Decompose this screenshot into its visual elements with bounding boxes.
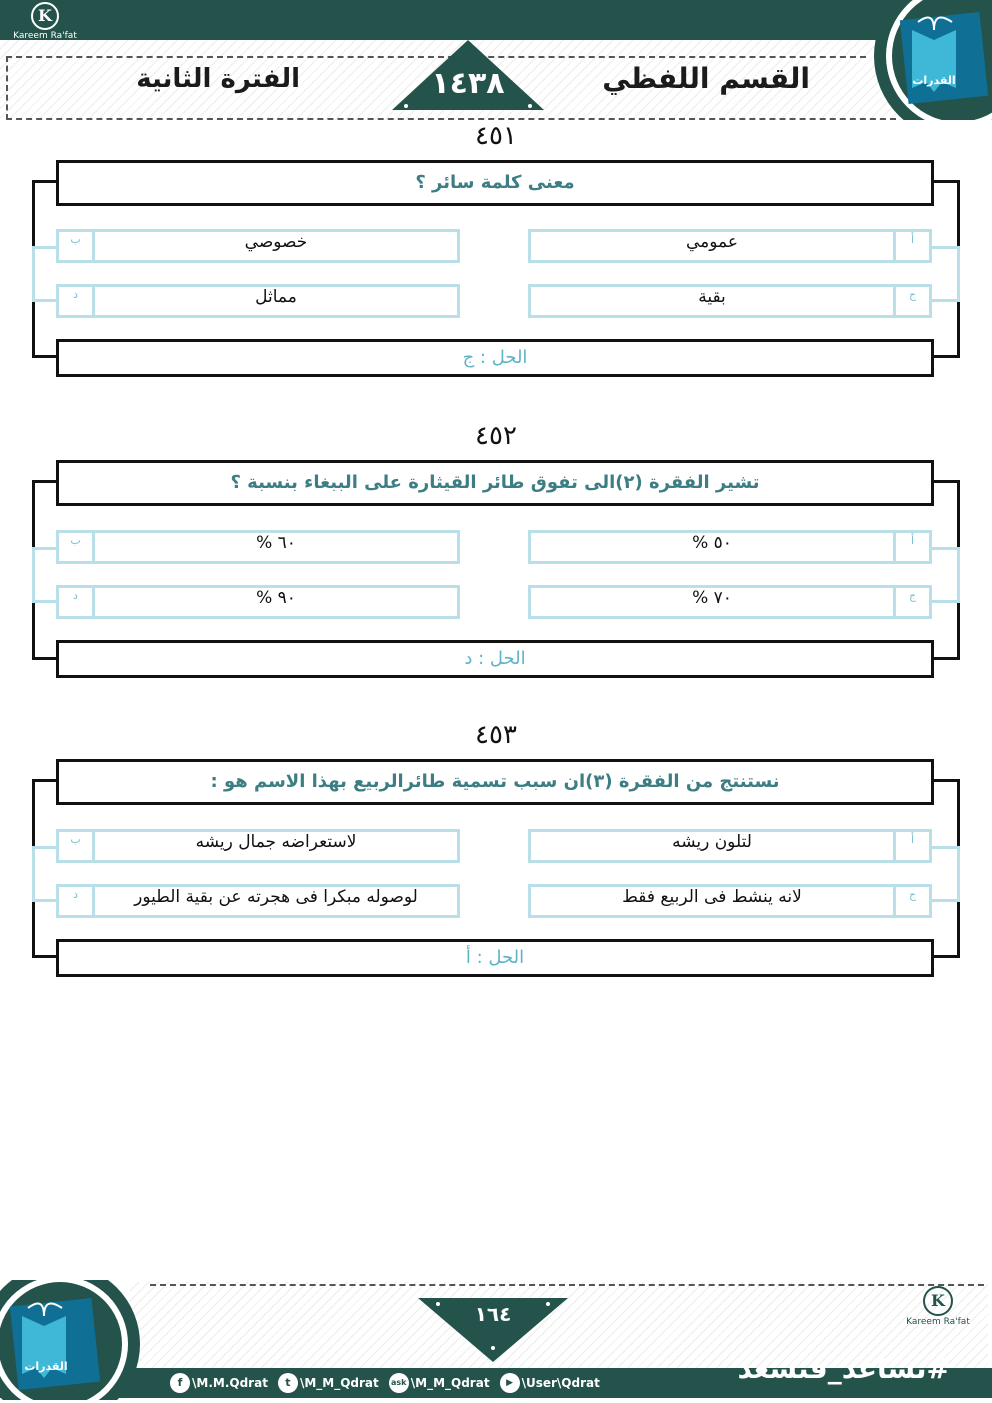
option-d[interactable] xyxy=(56,585,460,619)
option-d[interactable] xyxy=(56,884,460,918)
option-bracket-right xyxy=(930,846,960,902)
header-term: الفترة الثانية xyxy=(136,64,300,94)
option-text: عمومي xyxy=(685,232,739,252)
option-a[interactable] xyxy=(528,229,932,263)
option-c[interactable] xyxy=(528,585,932,619)
option-c[interactable] xyxy=(528,884,932,918)
answer-text: الحل : ج xyxy=(56,339,934,377)
question-frame xyxy=(32,480,960,658)
option-letter: أ xyxy=(893,533,929,561)
answer-text: الحل : أ xyxy=(56,939,934,977)
askfm-icon: ask xyxy=(389,1373,409,1393)
option-text: ٦٠ % xyxy=(256,533,296,553)
question-number: ٤٥٣ xyxy=(475,720,517,750)
page-number: ١٦٤ xyxy=(474,1302,512,1326)
header-emblem xyxy=(862,0,992,120)
option-b[interactable] xyxy=(56,829,460,863)
footer-brand-logo xyxy=(900,1286,976,1328)
option-a[interactable] xyxy=(528,829,932,863)
answer-bracket-left xyxy=(32,624,58,660)
option-b[interactable] xyxy=(56,229,460,263)
header-section-title: القسم اللفظي xyxy=(602,62,810,95)
youtube-icon: ▶ xyxy=(500,1373,520,1393)
brand-k-icon: K xyxy=(923,1286,953,1316)
question-text: تشير الفقرة (٢)الى تفوق طائر القيثارة على الببغاء بنسبة ؟ xyxy=(56,460,934,506)
svg-text:القدرات: القدرات xyxy=(912,74,956,87)
social-links xyxy=(170,1372,600,1394)
social-twitter[interactable] xyxy=(278,1373,379,1393)
header-dashed-bottom xyxy=(6,118,896,120)
option-text: مماثل xyxy=(255,287,297,307)
option-text: خصوصي xyxy=(244,232,308,252)
social-askfm[interactable] xyxy=(389,1373,490,1393)
social-handle: \M.M.Qdrat xyxy=(192,1376,268,1390)
question-text: نستنتج من الفقرة (٣)ان سبب تسمية طائرالربيع بهذا الاسم هو : xyxy=(56,759,934,805)
facebook-icon: f xyxy=(170,1373,190,1393)
brand-name: Kareem Ra'fat xyxy=(13,31,77,41)
option-d[interactable] xyxy=(56,284,460,318)
option-a[interactable] xyxy=(528,530,932,564)
option-text: ٩٠ % xyxy=(256,588,296,608)
option-letter: أ xyxy=(893,832,929,860)
option-text: لانه ينشط فى الربيع فقط xyxy=(622,887,802,907)
option-letter: ب xyxy=(59,232,95,260)
social-handle: \M_M_Qdrat xyxy=(299,1376,379,1390)
option-bracket-left xyxy=(32,846,58,902)
option-text: لتلون ريشه xyxy=(672,832,752,852)
question-frame xyxy=(32,180,960,358)
answer-bracket-right xyxy=(932,322,960,358)
header-year: ١٤٣٨ xyxy=(431,66,505,101)
footer-emblem xyxy=(0,1280,140,1400)
answer-bracket-left xyxy=(32,922,58,958)
social-handle: \M_M_Qdrat xyxy=(410,1376,490,1390)
option-text: لاستعراضه جمال ريشه xyxy=(195,832,357,852)
option-text: ٥٠ % xyxy=(692,533,732,553)
brand-k-icon: K xyxy=(31,2,59,30)
option-letter: ج xyxy=(893,887,929,915)
header-dashed-edge xyxy=(6,56,8,120)
answer-text: الحل : د xyxy=(56,640,934,678)
answer-bracket-left xyxy=(32,322,58,358)
option-bracket-left xyxy=(32,246,58,302)
answer-bracket-right xyxy=(932,624,960,660)
option-letter: ب xyxy=(59,533,95,561)
svg-text:القدرات: القدرات xyxy=(24,1360,68,1373)
twitter-icon: t xyxy=(278,1373,298,1393)
social-handle: \User\Qdrat xyxy=(521,1376,600,1390)
option-letter: ج xyxy=(893,287,929,315)
social-youtube[interactable] xyxy=(500,1373,600,1393)
option-letter: ج xyxy=(893,588,929,616)
option-letter: د xyxy=(59,588,95,616)
question-number: ٤٥١ xyxy=(475,121,517,151)
option-bracket-right xyxy=(930,246,960,302)
option-bracket-left xyxy=(32,547,58,603)
brand-logo xyxy=(10,2,80,48)
option-b[interactable] xyxy=(56,530,460,564)
option-letter: د xyxy=(59,887,95,915)
question-frame xyxy=(32,779,960,957)
option-text: بقية xyxy=(698,287,726,307)
option-bracket-right xyxy=(930,547,960,603)
answer-bracket-right xyxy=(932,922,960,958)
header-band xyxy=(0,0,992,40)
emblem-book-icon xyxy=(862,0,992,120)
social-facebook[interactable] xyxy=(170,1373,268,1393)
emblem-book-icon xyxy=(0,1280,140,1400)
question-text: معنى كلمة سائر ؟ xyxy=(56,160,934,206)
question-number: ٤٥٢ xyxy=(475,421,517,451)
option-letter: أ xyxy=(893,232,929,260)
footer-hashtag: #نساعد_فنسعد xyxy=(737,1352,950,1385)
option-letter: د xyxy=(59,287,95,315)
option-text: ٧٠ % xyxy=(692,588,732,608)
brand-name: Kareem Ra'fat xyxy=(906,1317,970,1327)
footer-dashed-line xyxy=(150,1284,984,1286)
option-text: لوصوله مبكرا فى هجرته عن بقية الطيور xyxy=(134,887,418,907)
option-letter: ب xyxy=(59,832,95,860)
option-c[interactable] xyxy=(528,284,932,318)
